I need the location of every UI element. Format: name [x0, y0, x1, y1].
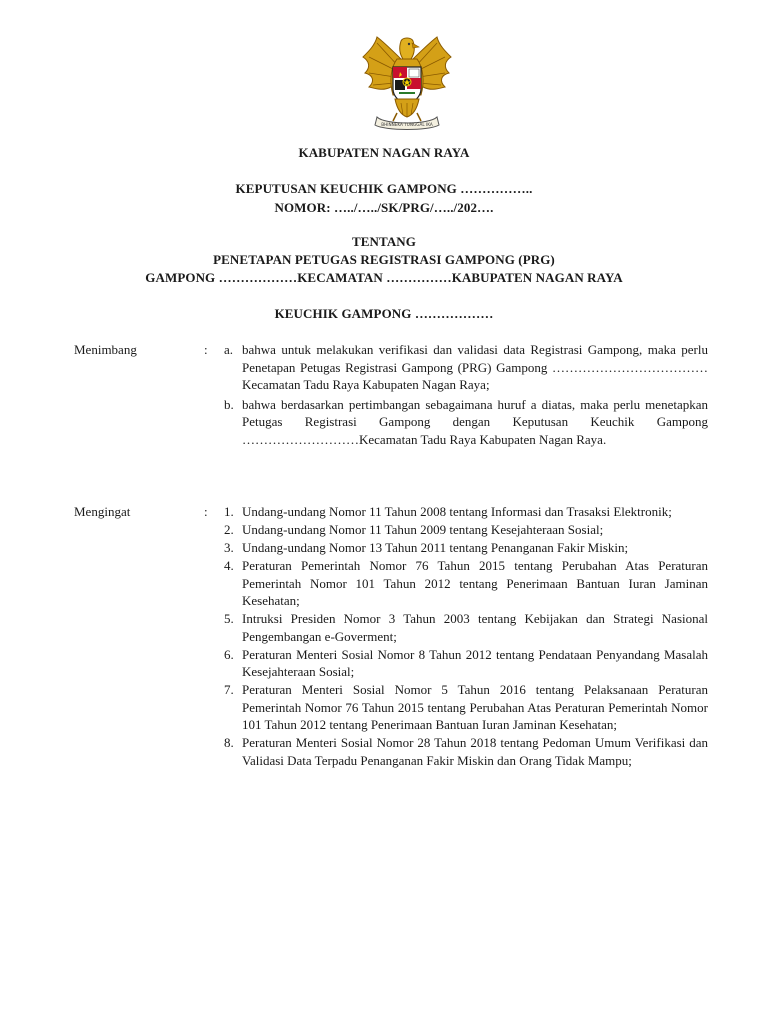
- list-item-text: Undang-undang Nomor 11 Tahun 2008 tentang Informasi dan Trasaksi Elektronik;: [242, 504, 672, 519]
- regency-title: KABUPATEN NAGAN RAYA: [298, 145, 470, 160]
- signer-title: KEUCHIK GAMPONG ………………: [274, 306, 494, 321]
- decree-title: KEPUTUSAN KEUCHIK GAMPONG ……………..: [235, 181, 533, 196]
- mengingat-colon: :: [204, 504, 208, 519]
- list-item: [74, 557, 708, 610]
- about-heading: TENTANG: [351, 234, 417, 249]
- mengingat-label: Mengingat: [74, 504, 131, 519]
- menimbang-label: Menimbang: [74, 342, 137, 357]
- list-item-text: Peraturan Pemerintah Nomor 76 Tahun 2015 tentang Perubahan Atas Peraturan Pemerintah Nomor 101 Tahun 2012 tentang Penerimaan Bantuan Iuran Jaminan Kesehatan;: [242, 557, 708, 609]
- menimbang-colon: :: [204, 342, 208, 357]
- list-item: [74, 646, 708, 681]
- list-item: [74, 681, 708, 734]
- list-item-text: Undang-undang Nomor 11 Tahun 2009 tentang Kesejahteraan Sosial;: [242, 521, 604, 537]
- list-marker: 3.: [224, 539, 234, 555]
- emblem-motto: BHINNEKA TUNGGAL IKA: [381, 122, 433, 127]
- decree-number: NOMOR: …../…../SK/PRG/…../202….: [274, 200, 494, 215]
- list-item-text: Peraturan Menteri Sosial Nomor 8 Tahun 2012 tentang Pendataan Penyandang Masalah Kesejahteraan Sosial;: [242, 646, 708, 680]
- subject-line-2: GAMPONG ………………KECAMATAN ……………KABUPATEN NAGAN RAYA: [145, 270, 623, 285]
- list-marker: 1.: [224, 504, 234, 519]
- list-item: [74, 341, 708, 394]
- list-item-text: Peraturan Menteri Sosial Nomor 5 Tahun 2016 tentang Pelaksanaan Peraturan Pemerintah Nomor 76 Tahun 2015 tentang Perubahan Atas Peraturan Pemerintah Nomor 101 Tahun 2012 tentang Penerimaan Bantuan Iuran Jaminan Kesehatan;: [242, 682, 708, 733]
- list-item: [74, 396, 708, 449]
- list-item: [74, 539, 708, 557]
- list-item-text: bahwa berdasarkan pertimbangan sebagaimana huruf a diatas, maka perlu menetapkan Petugas Registrasi Gampong dengan Keputusan Keuchik Gampong ………………………Kecamatan Tadu Raya Kabupaten Nagan Raya.: [242, 396, 708, 447]
- menimbang-section: [74, 341, 708, 451]
- list-marker: 2.: [224, 521, 234, 537]
- list-marker: b.: [224, 396, 234, 412]
- list-item: [74, 734, 708, 769]
- list-marker: 7.: [224, 682, 234, 698]
- list-item-text: Undang-undang Nomor 13 Tahun 2011 tentang Penanganan Fakir Miskin;: [242, 539, 629, 555]
- list-item-text: Peraturan Menteri Sosial Nomor 28 Tahun 2018 tentang Pedoman Umum Verifikasi dan Validasi Data Terpadu Penanganan Fakir Miskin dan Orang Tidak Mampu;: [242, 735, 708, 769]
- list-marker: 6.: [224, 646, 234, 662]
- list-item: [74, 521, 708, 539]
- list-item-text: Intruksi Presiden Nomor 3 Tahun 2003 tentang Kebijakan dan Strategi Nasional Pengembangan e-Goverment;: [242, 611, 708, 644]
- list-marker: 8.: [224, 735, 234, 751]
- list-item: [74, 503, 708, 521]
- list-marker: a.: [224, 342, 234, 357]
- list-item-text: bahwa untuk melakukan verifikasi dan validasi data Registrasi Gampong, maka perlu Penetapan Petugas Registrasi Gampong (PRG) Gampong ………………………………Kecamatan Tadu Raya Kabupaten Nagan Raya;: [242, 342, 708, 393]
- list-item: [74, 610, 708, 645]
- subject-line-1: PENETAPAN PETUGAS REGISTRASI GAMPONG (PRG): [213, 252, 555, 267]
- garuda-pancasila-emblem-icon: [355, 33, 459, 133]
- list-marker: 4.: [224, 557, 234, 573]
- list-marker: 5.: [224, 611, 234, 627]
- mengingat-section: [74, 503, 708, 770]
